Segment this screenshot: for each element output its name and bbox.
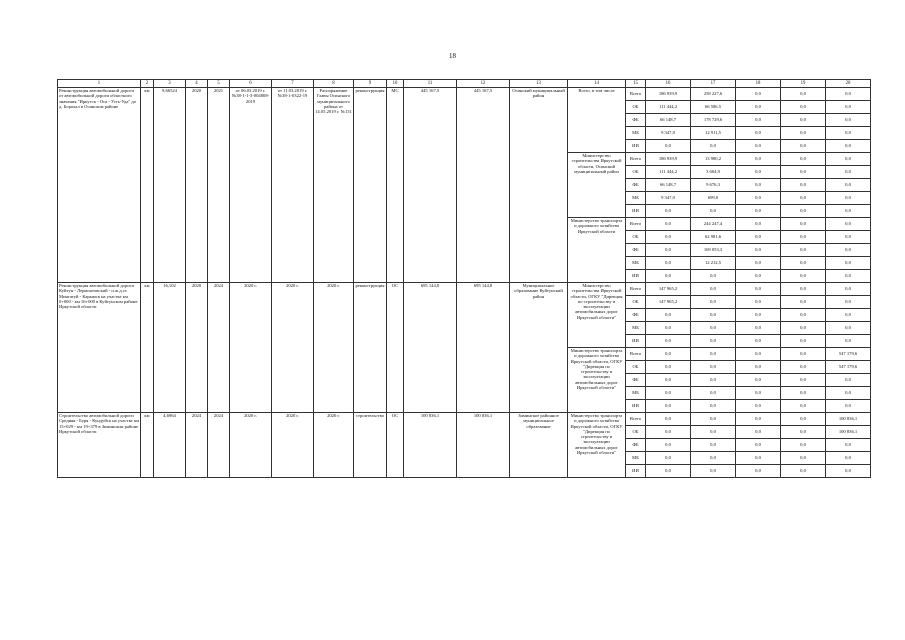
funding-value-cell: 0,0 [781, 387, 826, 400]
work-type-cell: реконструкция [354, 88, 387, 283]
funding-value-cell: 0,0 [736, 374, 781, 387]
funding-value-cell: 0,0 [646, 387, 691, 400]
funding-value-cell: 0,0 [781, 322, 826, 335]
funding-value-cell: 0,0 [736, 257, 781, 270]
funding-value-cell: 0,0 [736, 140, 781, 153]
funding-value-cell: 0,0 [736, 166, 781, 179]
funding-source-cell: МБ [626, 127, 646, 140]
expertise-conclusion-cell: от 06.03.2019 г. №38-1-1-3-004808-2019 [230, 88, 272, 283]
executor-cell: Муниципальное образование Куйтунский район [510, 283, 568, 413]
column-number-12: 12 [457, 80, 510, 88]
funding-value-cell: 0,0 [826, 205, 871, 218]
funding-value-cell: 244 247,4 [691, 218, 736, 231]
column-number-14: 14 [568, 80, 626, 88]
table-row [58, 283, 871, 296]
funding-value-cell: 0,0 [736, 361, 781, 374]
work-type-cell: строительство [354, 413, 387, 478]
funding-value-cell: 0,0 [646, 140, 691, 153]
funding-value-cell: 0,0 [736, 296, 781, 309]
funding-value-cell: 0,0 [826, 244, 871, 257]
funding-source-cell: ИИ [626, 140, 646, 153]
funding-value-cell: 0,0 [736, 205, 781, 218]
column-number-6: 6 [230, 80, 272, 88]
column-number-17: 17 [691, 80, 736, 88]
funding-value-cell: 0,0 [826, 452, 871, 465]
funding-value-cell: 0,0 [781, 348, 826, 361]
funding-value-cell: 0,0 [646, 205, 691, 218]
funding-value-cell: 0,0 [691, 348, 736, 361]
funding-value-cell: 0,0 [691, 309, 736, 322]
length-cell: 9,66524 [154, 88, 186, 283]
funding-value-cell: 0,0 [826, 192, 871, 205]
funding-source-cell: Всего [626, 153, 646, 166]
funding-value-cell: 0,0 [646, 413, 691, 426]
funding-value-cell: 0,0 [646, 348, 691, 361]
page-number: 18 [449, 52, 456, 60]
funding-value-cell: 66 148,7 [646, 114, 691, 127]
funding-source-cell: ФБ [626, 179, 646, 192]
funding-value-cell: 0,0 [691, 452, 736, 465]
funding-value-cell: 0,0 [691, 374, 736, 387]
funding-value-cell: 0,0 [781, 374, 826, 387]
funding-value-cell: 62 981,6 [691, 231, 736, 244]
expertise-conclusion-cell: 2020 г. [230, 283, 272, 413]
funding-value-cell: 0,0 [826, 166, 871, 179]
executor-cell: Осинский муниципальный район [510, 88, 568, 283]
funding-value-cell: 0,0 [781, 413, 826, 426]
expertise-conclusion-cell: 2020 г. [230, 413, 272, 478]
funding-value-cell: 0,0 [781, 309, 826, 322]
funding-value-cell: 0,0 [736, 231, 781, 244]
funding-value-cell: 0,0 [826, 296, 871, 309]
funding-value-cell: 0,0 [781, 140, 826, 153]
funding-value-cell: 0,0 [691, 413, 736, 426]
funding-value-cell: 0,0 [691, 400, 736, 413]
funding-value-cell: 0,0 [781, 270, 826, 283]
funding-source-cell: Всего [626, 88, 646, 101]
cost-remaining-cell: 445 167,5 [457, 88, 510, 283]
reliability-conclusion-cell: 2020 г. [272, 413, 314, 478]
approval-document-cell: 2020 г. [314, 283, 354, 413]
column-number-16: 16 [646, 80, 691, 88]
cost-remaining-cell: 695 144,8 [457, 283, 510, 413]
funding-value-cell: 0,0 [646, 231, 691, 244]
funding-value-cell: 0,0 [826, 179, 871, 192]
funding-value-cell: 66 586,5 [691, 101, 736, 114]
funding-value-cell: 9 347,0 [646, 127, 691, 140]
funding-value-cell: 0,0 [691, 426, 736, 439]
year-end-cell: 2021 [208, 88, 230, 283]
funding-value-cell: 0,0 [826, 114, 871, 127]
funding-value-cell: 0,0 [826, 88, 871, 101]
year-start-cell: 2020 [186, 88, 208, 283]
funding-value-cell: 0,0 [646, 244, 691, 257]
funding-source-cell: Всего [626, 348, 646, 361]
funding-value-cell: 178 729,6 [691, 114, 736, 127]
column-number-8: 8 [314, 80, 354, 88]
funding-source-cell: Всего [626, 413, 646, 426]
funding-source-cell: ИИ [626, 205, 646, 218]
funding-value-cell: 0,0 [646, 361, 691, 374]
responsible-organization-cell: Всего, в том числе [568, 88, 626, 153]
funding-value-cell: 0,0 [736, 348, 781, 361]
funding-value-cell: 0,0 [646, 335, 691, 348]
object-type-cell: ОС [387, 413, 404, 478]
funding-value-cell: 0,0 [826, 335, 871, 348]
funding-value-cell: 0,0 [736, 101, 781, 114]
funding-value-cell: 0,0 [736, 88, 781, 101]
funding-value-cell: 0,0 [781, 101, 826, 114]
executor-cell: Зиминское районное муниципальное образование [510, 413, 568, 478]
column-number-header-row [58, 80, 871, 88]
unit-cell: км [141, 413, 154, 478]
funding-value-cell: 0,0 [691, 283, 736, 296]
funding-value-cell: 0,0 [826, 127, 871, 140]
cost-total-cell: 100 836,1 [404, 413, 457, 478]
funding-source-cell: ОБ [626, 231, 646, 244]
cost-remaining-cell: 100 836,1 [457, 413, 510, 478]
funding-source-cell: МБ [626, 192, 646, 205]
funding-value-cell: 0,0 [646, 465, 691, 478]
funding-value-cell: 258 227,6 [691, 88, 736, 101]
reliability-conclusion-cell: 2020 г. [272, 283, 314, 413]
column-number-4: 4 [186, 80, 208, 88]
funding-value-cell: 0,0 [646, 270, 691, 283]
funding-value-cell: 0,0 [781, 296, 826, 309]
table-row [58, 88, 871, 101]
funding-value-cell: 0,0 [736, 179, 781, 192]
funding-value-cell: 0,0 [781, 179, 826, 192]
responsible-organization-cell: Министерство строительства Иркутской области, Осинский муниципальный район [568, 153, 626, 218]
funding-value-cell: 0,0 [781, 452, 826, 465]
funding-source-cell: ИИ [626, 270, 646, 283]
funding-value-cell: 0,0 [826, 257, 871, 270]
funding-value-cell: 0,0 [646, 426, 691, 439]
reliability-conclusion-cell: от 11.03.2019 г. №38-1-0322-19 [272, 88, 314, 283]
funding-source-cell: ФБ [626, 114, 646, 127]
funding-value-cell: 66 148,7 [646, 179, 691, 192]
funding-value-cell: 0,0 [736, 322, 781, 335]
funding-value-cell: 0,0 [781, 465, 826, 478]
column-number-18: 18 [736, 80, 781, 88]
funding-value-cell: 147 965,2 [646, 296, 691, 309]
funding-value-cell: 0,0 [691, 335, 736, 348]
funding-value-cell: 0,0 [781, 244, 826, 257]
funding-value-cell: 186 939,9 [646, 88, 691, 101]
funding-value-cell: 0,0 [691, 140, 736, 153]
funding-value-cell: 12 212,5 [691, 257, 736, 270]
year-end-cell: 2024 [208, 283, 230, 413]
funding-value-cell: 0,0 [826, 400, 871, 413]
funding-value-cell: 0,0 [736, 439, 781, 452]
funding-value-cell: 0,0 [691, 205, 736, 218]
funding-value-cell: 0,0 [691, 296, 736, 309]
funding-value-cell: 13 980,2 [691, 153, 736, 166]
funding-value-cell: 0,0 [826, 270, 871, 283]
funding-source-cell: ФБ [626, 309, 646, 322]
funding-value-cell: 0,0 [646, 322, 691, 335]
funding-value-cell: 111 444,2 [646, 166, 691, 179]
funding-value-cell: 0,0 [736, 309, 781, 322]
project-name: Реконструкция автомобильной дороги Куйтун - Лермонтовский - п.ж.д.ст. Мингатуй - Карымск на участке км 0+000 - км 16+000 в Куйтунском районе Иркутской области [58, 283, 141, 413]
column-number-19: 19 [781, 80, 826, 88]
cost-total-cell: 695 144,8 [404, 283, 457, 413]
column-number-1: 1 [58, 80, 141, 88]
funding-value-cell: 0,0 [736, 426, 781, 439]
investment-program-table [57, 79, 871, 478]
column-number-5: 5 [208, 80, 230, 88]
funding-value-cell: 186 939,9 [646, 153, 691, 166]
table-body [58, 80, 871, 478]
funding-value-cell: 147 965,2 [646, 283, 691, 296]
funding-source-cell: МБ [626, 257, 646, 270]
funding-value-cell: 0,0 [691, 361, 736, 374]
funding-value-cell: 0,0 [781, 361, 826, 374]
funding-value-cell: 547 179,6 [826, 361, 871, 374]
column-number-10: 10 [387, 80, 404, 88]
object-type-cell: МС [387, 88, 404, 283]
funding-value-cell: 0,0 [646, 374, 691, 387]
column-number-3: 3 [154, 80, 186, 88]
funding-value-cell: 9 347,0 [646, 192, 691, 205]
funding-value-cell: 0,0 [736, 127, 781, 140]
funding-value-cell: 699,0 [691, 192, 736, 205]
object-type-cell: ОС [387, 283, 404, 413]
funding-value-cell: 0,0 [691, 387, 736, 400]
unit-cell: км [141, 88, 154, 283]
column-number-13: 13 [510, 80, 568, 88]
table-row [58, 413, 871, 426]
funding-source-cell: ОБ [626, 296, 646, 309]
funding-value-cell: 0,0 [826, 309, 871, 322]
funding-value-cell: 100 836,1 [826, 426, 871, 439]
funding-source-cell: ОБ [626, 101, 646, 114]
funding-source-cell: ОБ [626, 426, 646, 439]
funding-value-cell: 0,0 [691, 465, 736, 478]
funding-value-cell: 0,0 [781, 283, 826, 296]
unit-cell: км [141, 283, 154, 413]
length-cell: 16,102 [154, 283, 186, 413]
column-number-20: 20 [826, 80, 871, 88]
approval-document-cell: 2020 г. [314, 413, 354, 478]
funding-source-cell: ФБ [626, 244, 646, 257]
funding-value-cell: 0,0 [646, 439, 691, 452]
length-cell: 4,6964 [154, 413, 186, 478]
column-number-9: 9 [354, 80, 387, 88]
funding-value-cell: 0,0 [691, 439, 736, 452]
approval-document-cell: Распоряжение Главы Осинского муниципального района от 14.05.2019 г. №131 [314, 88, 354, 283]
funding-value-cell: 0,0 [781, 205, 826, 218]
funding-value-cell: 0,0 [781, 335, 826, 348]
year-end-cell: 2024 [208, 413, 230, 478]
funding-value-cell: 0,0 [736, 192, 781, 205]
funding-value-cell: 0,0 [736, 387, 781, 400]
funding-value-cell: 0,0 [646, 309, 691, 322]
responsible-organization-cell: Министерство транспорта и дорожного хозяйства Иркутской области, ОГКУ "Дирекция по строительству и эксплуатации автомобильных дорог Иркутской области" [568, 413, 626, 478]
funding-value-cell: 0,0 [781, 88, 826, 101]
funding-value-cell: 0,0 [736, 114, 781, 127]
responsible-organization-cell: Министерство транспорта и дорожного хозяйства Иркутской области [568, 218, 626, 283]
funding-value-cell: 0,0 [781, 257, 826, 270]
funding-source-cell: Всего [626, 218, 646, 231]
funding-value-cell: 12 911,5 [691, 127, 736, 140]
project-name: Реконструкция автомобильной дороги от автомобильной дороги областного значения "Иркутск - Оса - Усть-Уда" до д. Борохал в Осинском районе [58, 88, 141, 283]
funding-value-cell: 0,0 [781, 439, 826, 452]
funding-value-cell: 100 836,1 [826, 413, 871, 426]
funding-value-cell: 0,0 [736, 452, 781, 465]
funding-value-cell: 3 604,9 [691, 166, 736, 179]
funding-source-cell: ФБ [626, 374, 646, 387]
funding-source-cell: МБ [626, 452, 646, 465]
funding-source-cell: ОБ [626, 361, 646, 374]
responsible-organization-cell: Министерство транспорта и дорожного хозяйства Иркутской области, ОГКУ "Дирекция по строительству и эксплуатации автомобильных дорог Иркутской области" [568, 348, 626, 413]
funding-value-cell: 0,0 [736, 218, 781, 231]
funding-source-cell: ОБ [626, 166, 646, 179]
funding-value-cell: 0,0 [826, 439, 871, 452]
funding-value-cell: 0,0 [646, 257, 691, 270]
funding-value-cell: 0,0 [826, 387, 871, 400]
cost-total-cell: 445 167,5 [404, 88, 457, 283]
funding-source-cell: ФБ [626, 439, 646, 452]
funding-value-cell: 0,0 [781, 192, 826, 205]
funding-source-cell: МБ [626, 387, 646, 400]
funding-value-cell: 0,0 [781, 218, 826, 231]
funding-source-cell: ИИ [626, 335, 646, 348]
funding-value-cell: 169 053,3 [691, 244, 736, 257]
responsible-organization-cell: Министерство строительства Иркутской области, ОГКУ "Дирекция по строительству и эксплуатации автомобильных дорог Иркутской области" [568, 283, 626, 348]
funding-value-cell: 0,0 [826, 231, 871, 244]
funding-value-cell: 0,0 [826, 322, 871, 335]
funding-value-cell: 0,0 [691, 322, 736, 335]
column-number-2: 2 [141, 80, 154, 88]
funding-value-cell: 0,0 [736, 153, 781, 166]
funding-source-cell: ИИ [626, 465, 646, 478]
funding-value-cell: 547 179,6 [826, 348, 871, 361]
funding-source-cell: Всего [626, 283, 646, 296]
funding-value-cell: 0,0 [826, 374, 871, 387]
funding-value-cell: 0,0 [781, 400, 826, 413]
funding-value-cell: 0,0 [826, 101, 871, 114]
funding-value-cell: 0,0 [826, 465, 871, 478]
funding-value-cell: 0,0 [646, 452, 691, 465]
funding-value-cell: 0,0 [781, 127, 826, 140]
funding-value-cell: 0,0 [736, 335, 781, 348]
funding-value-cell: 0,0 [691, 270, 736, 283]
column-number-7: 7 [272, 80, 314, 88]
column-number-15: 15 [626, 80, 646, 88]
funding-value-cell: 0,0 [781, 426, 826, 439]
funding-source-cell: МБ [626, 322, 646, 335]
funding-value-cell: 0,0 [736, 413, 781, 426]
funding-value-cell: 0,0 [736, 283, 781, 296]
funding-value-cell: 9 676,3 [691, 179, 736, 192]
funding-value-cell: 0,0 [826, 218, 871, 231]
funding-value-cell: 0,0 [736, 244, 781, 257]
funding-value-cell: 0,0 [781, 166, 826, 179]
funding-value-cell: 0,0 [781, 231, 826, 244]
funding-value-cell: 0,0 [781, 153, 826, 166]
work-type-cell: реконструкция [354, 283, 387, 413]
funding-value-cell: 0,0 [826, 140, 871, 153]
funding-value-cell: 0,0 [826, 283, 871, 296]
year-start-cell: 2024 [186, 413, 208, 478]
funding-value-cell: 111 444,2 [646, 101, 691, 114]
funding-value-cell: 0,0 [736, 400, 781, 413]
funding-value-cell: 0,0 [781, 114, 826, 127]
funding-value-cell: 0,0 [646, 218, 691, 231]
project-name: Строительство автомобильной дороги Средняя - Буря - Кундуйск на участке км 15+029 - км 19+379 в Зиминском районе Иркутской области [58, 413, 141, 478]
funding-value-cell: 0,0 [826, 153, 871, 166]
column-number-11: 11 [404, 80, 457, 88]
year-start-cell: 2020 [186, 283, 208, 413]
funding-value-cell: 0,0 [646, 400, 691, 413]
funding-value-cell: 0,0 [736, 465, 781, 478]
funding-value-cell: 0,0 [736, 270, 781, 283]
funding-source-cell: ИИ [626, 400, 646, 413]
